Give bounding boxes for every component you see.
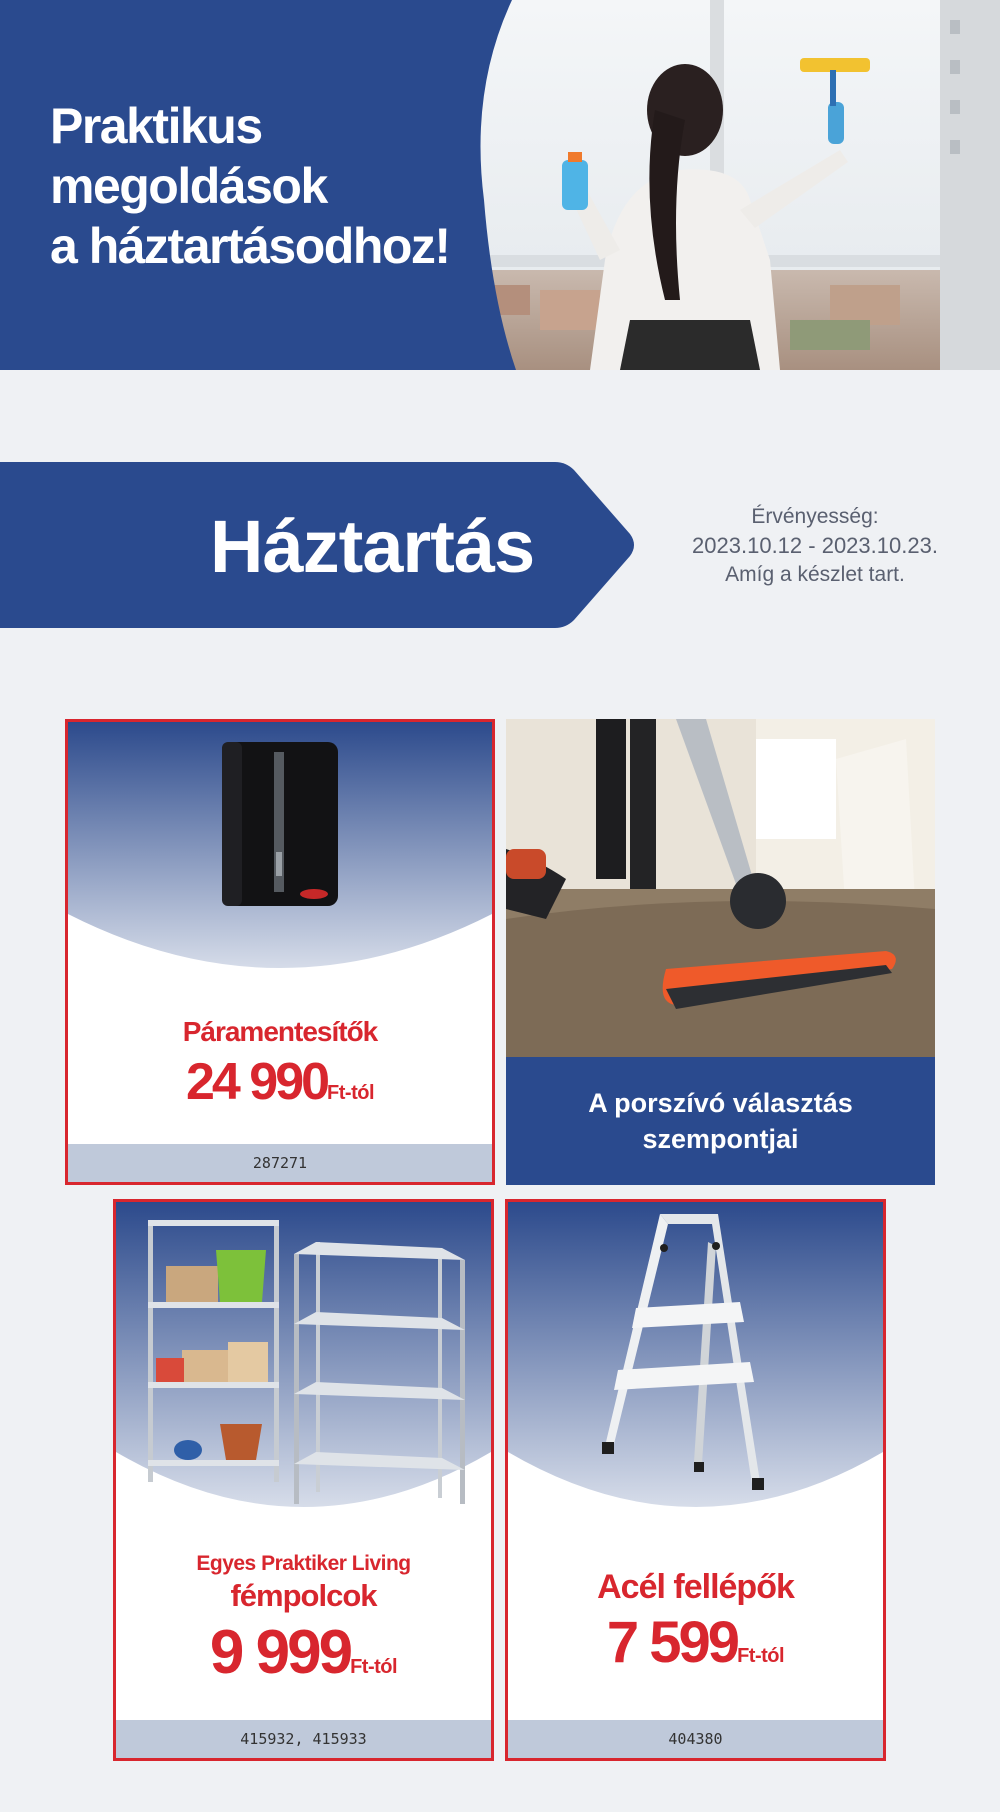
section-title: Háztartás <box>210 505 535 588</box>
product-code: 415932, 415933 <box>116 1720 491 1758</box>
product-name-line2: fémpolcok <box>230 1578 377 1613</box>
price-suffix: Ft-tól <box>737 1645 785 1667</box>
section-banner <box>0 462 640 628</box>
validity-info <box>660 502 970 589</box>
article-title-line: A porszívó választás <box>588 1088 853 1118</box>
hero-title <box>50 96 450 276</box>
product-name: Páramentesítők <box>182 1016 378 1047</box>
product-code: 404380 <box>508 1720 883 1758</box>
price-suffix: Ft-tól <box>350 1656 398 1678</box>
price-value: 7 599 <box>606 1610 738 1675</box>
hero-title-line: Praktikus <box>50 98 262 154</box>
price-suffix: Ft-tól <box>327 1082 375 1104</box>
price-value: 24 990 <box>185 1053 328 1111</box>
product-card-step-ladder[interactable] <box>505 1199 886 1761</box>
dehumidifier-icon <box>222 742 338 906</box>
article-title <box>506 1085 935 1157</box>
validity-label: Érvényesség: <box>751 505 879 528</box>
hero-title-line: a háztartásodhoz! <box>50 218 450 274</box>
hero-banner[interactable] <box>0 0 1000 370</box>
product-card-shelves[interactable] <box>113 1199 494 1761</box>
product-code: 287271 <box>68 1144 492 1182</box>
product-price <box>508 1610 883 1689</box>
product-card-dehumidifier[interactable] <box>65 719 495 1185</box>
woman-cleaning-window-photo <box>470 0 1000 370</box>
hero-title-line: megoldások <box>50 158 327 214</box>
vacuum-cleaner-photo <box>506 719 935 1057</box>
article-title-line: szempontjai <box>642 1124 799 1154</box>
validity-dates: 2023.10.12 - 2023.10.23. <box>692 533 938 558</box>
product-name-line1: Egyes Praktiker Living <box>196 1552 411 1575</box>
article-tile-vacuum[interactable] <box>506 719 935 1185</box>
validity-note: Amíg a készlet tart. <box>725 563 905 586</box>
product-price <box>68 1052 492 1123</box>
price-value: 9 999 <box>209 1618 351 1687</box>
product-name: Acél fellépők <box>597 1568 794 1606</box>
product-price <box>116 1618 491 1702</box>
